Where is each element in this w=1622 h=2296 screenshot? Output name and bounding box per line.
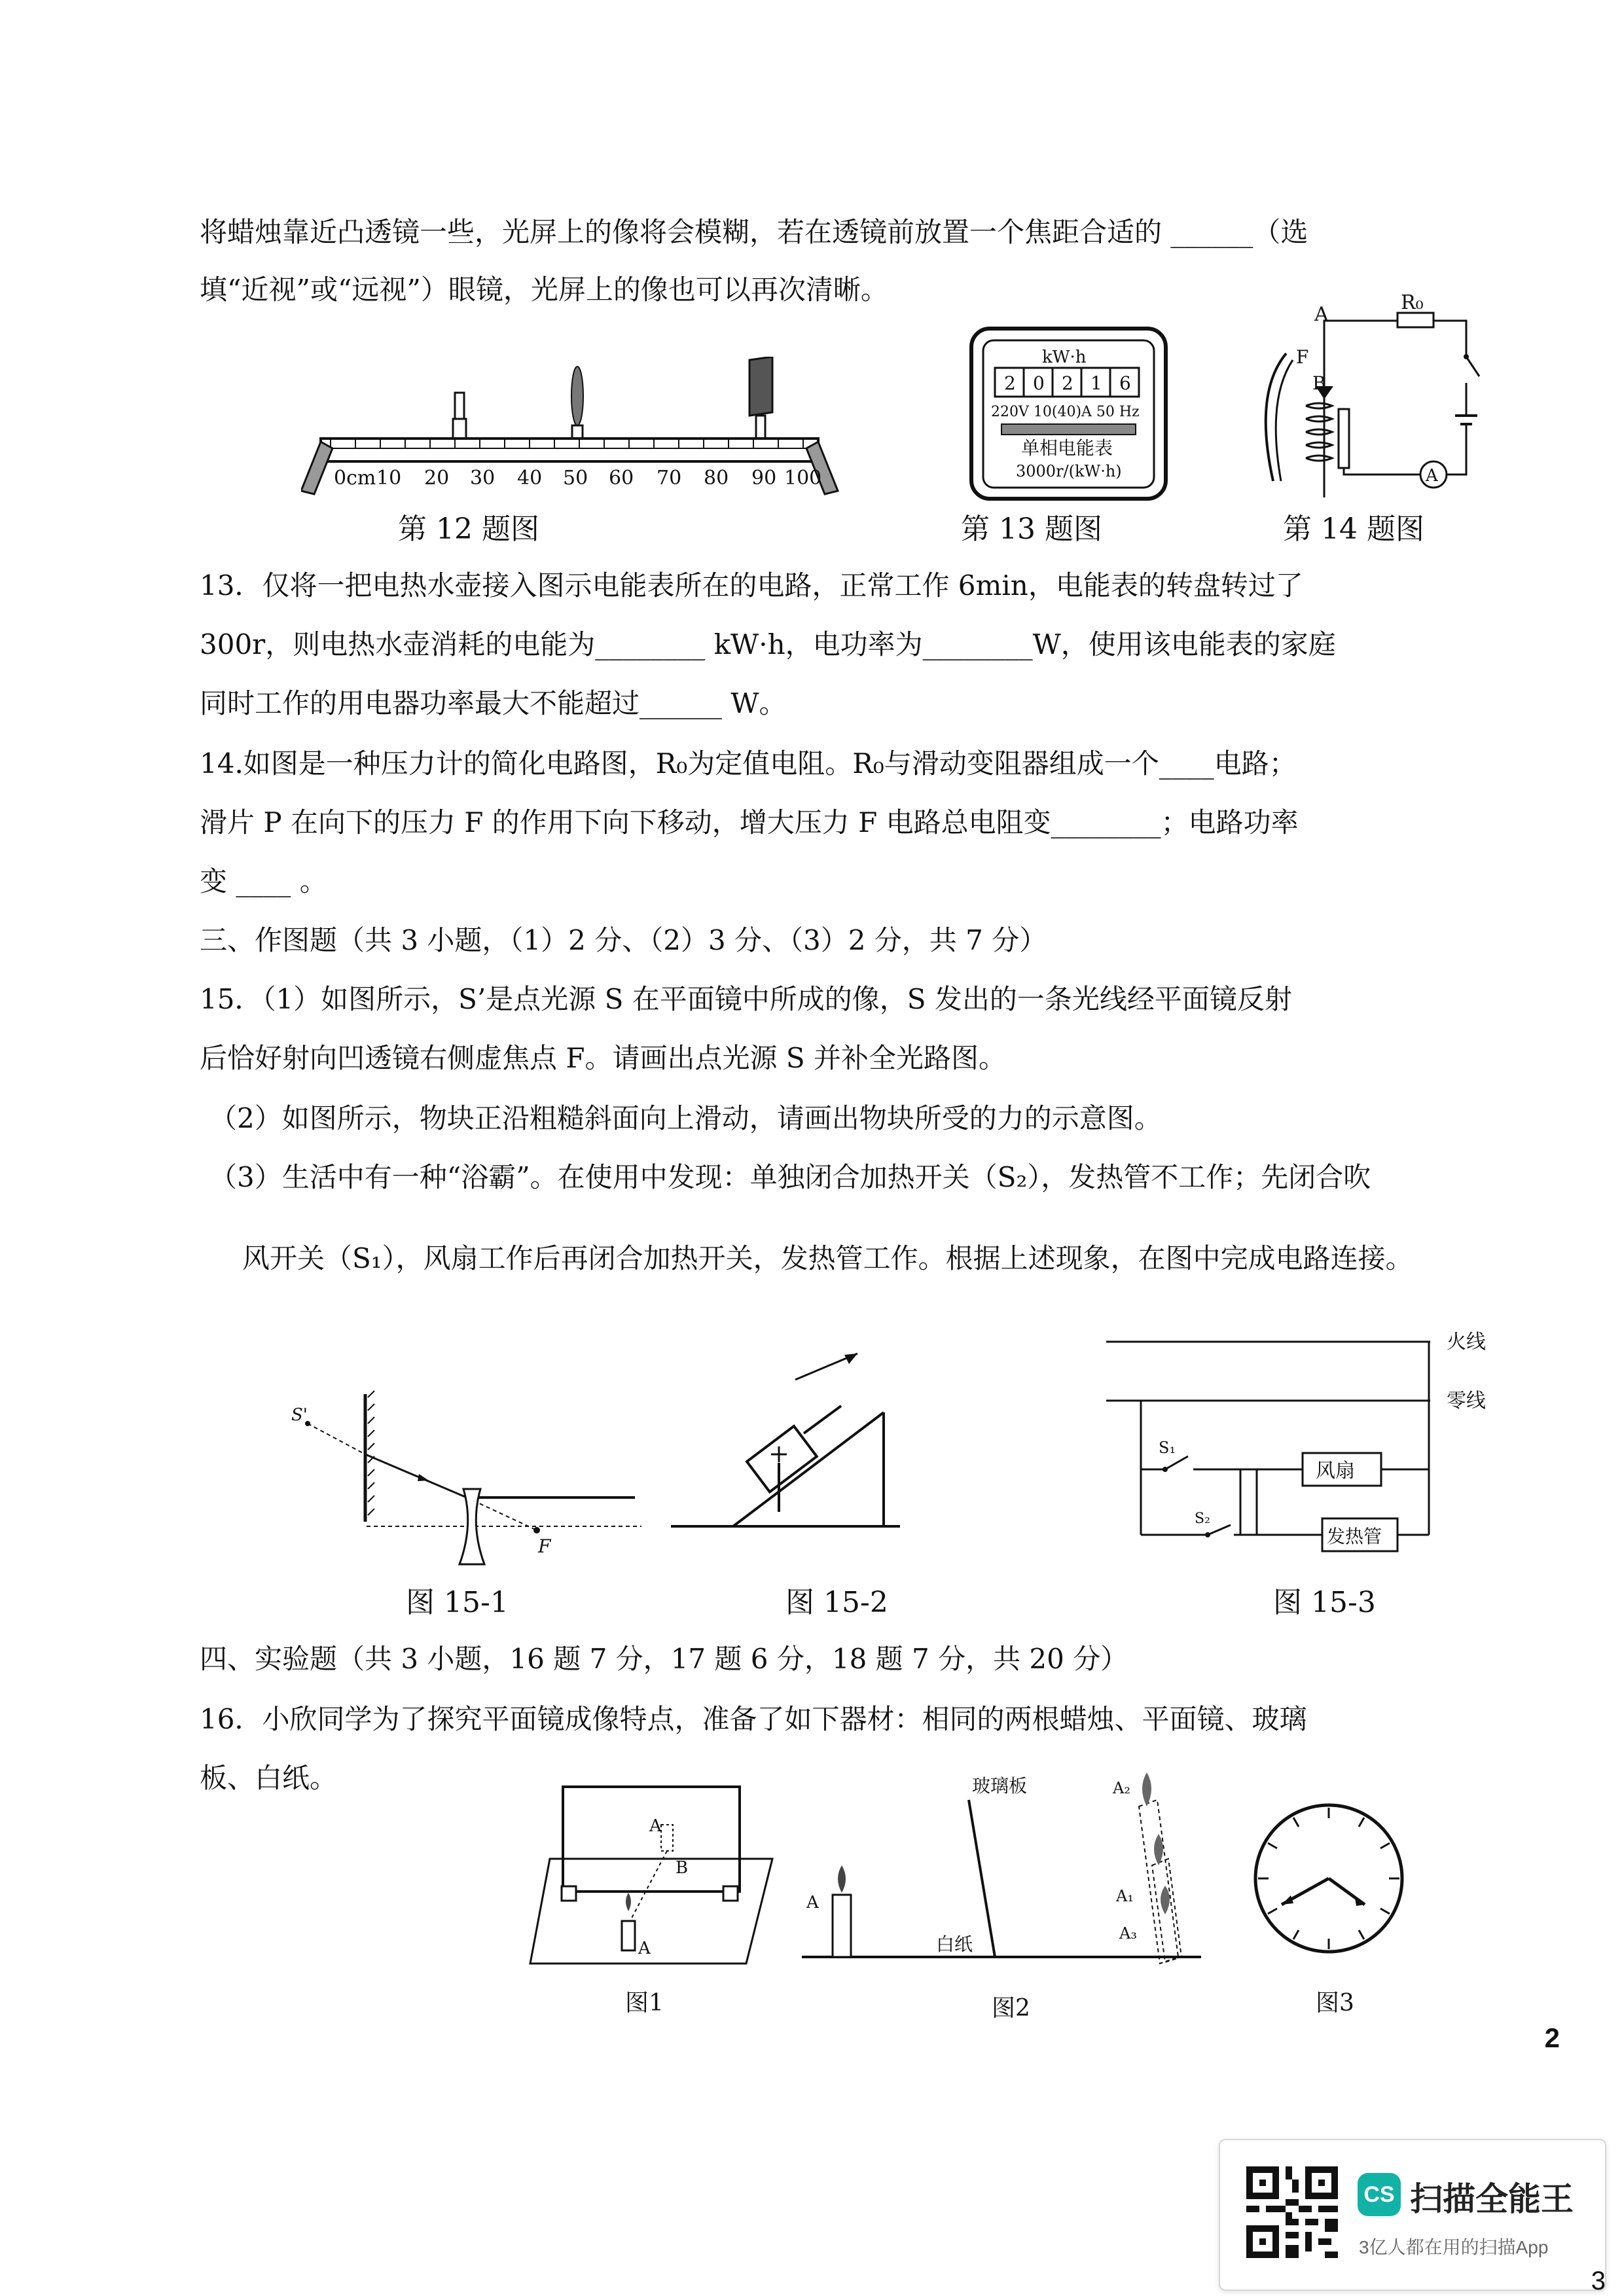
label-r0: R₀ <box>1401 295 1424 314</box>
qr-code-icon <box>1246 2166 1338 2258</box>
label-a: A <box>1314 303 1329 326</box>
text-line-7: 滑片 P 在向下的压力 F 的作用下向下移动，增大压力 F 电路总电阻变________；电路功率 <box>200 806 1299 838</box>
ruler-label-100: 100 <box>784 467 822 490</box>
text-line-11: 后恰好射向凹透镜右侧虚焦点 F。请画出点光源 S 并补全光路图。 <box>200 1042 1006 1074</box>
text-line-1: 将蜡烛靠近凸透镜一些，光屏上的像将会模糊，若在透镜前放置一个焦距合适的 ______（选 <box>200 216 1308 248</box>
label-b: B <box>676 1858 689 1878</box>
ruler-label-20: 20 <box>424 467 450 490</box>
figure-15-3-circuit <box>1103 1319 1509 1568</box>
label-a2: A₂ <box>1113 1779 1130 1797</box>
text-line-16: 16．小欣同学为了探究平面镜成像特点，准备了如下器材：相同的两根蜡烛、平面镜、玻璃 <box>200 1703 1307 1735</box>
label-s-image: S' <box>291 1405 308 1425</box>
label-s1: S₁ <box>1159 1439 1176 1457</box>
ruler-label-70: 70 <box>657 467 682 490</box>
figure-15-2-caption: 图 15-2 <box>785 1586 888 1619</box>
label-a: A <box>649 1816 662 1836</box>
ruler-label-40: 40 <box>517 467 543 490</box>
ruler-label-90: 90 <box>751 467 777 490</box>
text-line-3: 13．仅将一把电热水壶接入图示电能表所在的电路，正常工作 6min，电能表的转盘转过了 <box>200 569 1303 601</box>
figure-16-2-caption: 图2 <box>992 1995 1030 2022</box>
label-neutral-wire: 零线 <box>1447 1390 1486 1412</box>
meter-constant: 3000r/(kW·h) <box>1016 462 1122 480</box>
text-line-4: 300r，则电热水壶消耗的电能为________ kW·h，电功率为________W，使用该电能表的家庭 <box>200 628 1336 660</box>
meter-digit-5: 6 <box>1119 372 1131 394</box>
figure-16-2-side-view <box>799 1767 1204 1977</box>
figure-16-1-setup <box>524 1774 779 1970</box>
page-number: 2 <box>1544 2022 1560 2053</box>
scanner-watermark-badge <box>1219 2139 1606 2291</box>
text-line-14: 风开关（S₁），风扇工作后再闭合加热开关，发热管工作。根据上述现象，在图中完成电路连接。 <box>242 1242 1413 1274</box>
meter-name: 单相电能表 <box>1021 437 1113 459</box>
fan-label: 风扇 <box>1316 1460 1355 1482</box>
label-live-wire: 火线 <box>1447 1331 1486 1354</box>
figure-15-1-mirror-lens <box>288 1381 655 1571</box>
ruler-label-0: 0cm <box>334 467 376 490</box>
scanner-brand-name: 扫描全能王 <box>1410 2181 1574 2217</box>
heater-label: 发热管 <box>1327 1526 1382 1547</box>
meter-digit-4: 1 <box>1090 372 1102 394</box>
figure-16-1-caption: 图1 <box>625 1990 664 2017</box>
label-a3: A₃ <box>1119 1924 1137 1943</box>
ruler-label-50: 50 <box>563 467 588 490</box>
ruler-label-30: 30 <box>470 467 496 490</box>
meter-rating: 220V 10(40)A 50 Hz <box>991 404 1140 420</box>
section-heading-3: 三、作图题（共 3 小题，（1）2 分、（2）3 分、（3）2 分，共 7 分） <box>200 924 1047 956</box>
ammeter-label: A <box>1426 466 1438 486</box>
label-f: F <box>538 1535 551 1557</box>
text-line-6: 14.如图是一种压力计的简化电路图，R₀为定值电阻。R₀与滑动变阻器组成一个____电路； <box>200 747 1297 780</box>
meter-digit-3: 2 <box>1062 372 1073 394</box>
figure-13-caption: 第 13 题图 <box>961 512 1102 546</box>
figure-13-electric-meter <box>969 326 1168 501</box>
text-line-5: 同时工作的用电器功率最大不能超过______ W。 <box>200 687 787 719</box>
label-glass-plate: 玻璃板 <box>972 1775 1028 1797</box>
ruler-label-60: 60 <box>609 467 634 490</box>
text-line-10: 15．（1）如图所示，S’是点光源 S 在平面镜中所成的像，S 发出的一条光线经平面镜反射 <box>200 983 1292 1015</box>
ruler-label-80: 80 <box>704 467 729 490</box>
section-heading-4: 四、实验题（共 3 小题，16 题 7 分，17 题 6 分，18 题 7 分，共 20 分） <box>200 1643 1128 1675</box>
figure-14-pressure-circuit <box>1247 295 1489 504</box>
label-f: F <box>1296 346 1309 368</box>
text-line-17: 板、白纸。 <box>200 1762 338 1794</box>
ruler-label-10: 10 <box>376 467 402 490</box>
meter-unit: kW·h <box>1042 348 1087 367</box>
meter-digit-2: 0 <box>1033 372 1045 394</box>
scanner-slogan: 3亿人都在用的扫描App <box>1359 2237 1549 2257</box>
label-a-candle: A <box>638 1939 651 1958</box>
figure-16-3-clock <box>1250 1800 1407 1957</box>
text-line-13: （3）生活中有一种“浴霸”。在使用中发现：单独闭合加热开关（S₂），发热管不工作；先闭合吹 <box>209 1161 1371 1193</box>
figure-15-3-caption: 图 15-3 <box>1273 1586 1376 1619</box>
label-a-candle: A <box>806 1893 819 1912</box>
text-line-12: （2）如图所示，物块正沿粗糙斜面向上滑动，请画出物块所受的力的示意图。 <box>209 1102 1162 1134</box>
text-line-2: 填“近视”或“远视”）眼镜，光屏上的像也可以再次清晰。 <box>200 274 888 306</box>
figure-15-2-incline <box>668 1348 903 1545</box>
figure-14-caption: 第 14 题图 <box>1283 512 1424 546</box>
figure-12-optical-bench <box>301 357 851 520</box>
label-b: B <box>1312 372 1326 394</box>
figure-16-3-caption: 图3 <box>1316 1990 1354 2017</box>
label-s2: S₂ <box>1195 1511 1210 1527</box>
corner-mark: 3 <box>1591 2267 1606 2295</box>
text-line-8: 变 ____ 。 <box>200 865 327 897</box>
camscanner-logo-icon: CS <box>1358 2173 1401 2216</box>
meter-digit-1: 2 <box>1004 372 1016 394</box>
figure-12-caption: 第 12 题图 <box>398 512 539 546</box>
label-a1: A₁ <box>1116 1887 1134 1905</box>
label-white-paper: 白纸 <box>936 1933 973 1955</box>
figure-15-1-caption: 图 15-1 <box>406 1586 509 1619</box>
